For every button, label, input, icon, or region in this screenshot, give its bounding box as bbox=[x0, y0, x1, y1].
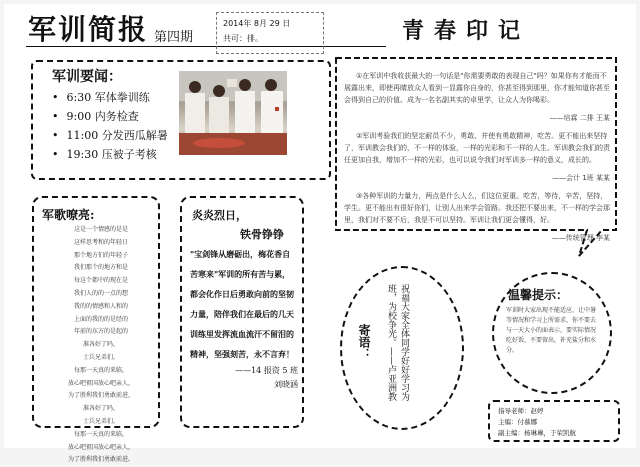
article-body bbox=[190, 244, 298, 392]
youth-signature: ——会计 1班 某某 bbox=[552, 174, 610, 182]
lyric-line: 上面的我的的是经的 bbox=[73, 315, 128, 323]
training-photo bbox=[179, 71, 287, 155]
news-item: • 11:00 分发西瓜解暑 bbox=[52, 126, 168, 145]
youth-signature: ——培霖 二排 王某 bbox=[549, 114, 610, 122]
newsletter-title: 军训简报 bbox=[28, 13, 149, 46]
tips-body: 军训时大家出现不能适应，让中暑等情况和学习上所需求，你不要去与一天大小的面表示，要实际情况吃好饭，不要留出，补充盐分和水分。 bbox=[506, 307, 597, 354]
lyric-line: 为了胜利我们勇敢前进， bbox=[67, 392, 134, 400]
lyric-line: 这样思考和的年轻日 bbox=[73, 238, 128, 246]
article-signature-name: 刘晓涵 bbox=[274, 380, 298, 389]
lyric-line: 准各好了吗， bbox=[82, 405, 119, 413]
tips-title: 温馨提示： bbox=[508, 288, 569, 302]
credit-deputy-editors: 副主编：杨琳琳，于荣凯航 bbox=[498, 429, 576, 437]
article-subtitle: 铁骨铮铮 bbox=[240, 228, 284, 241]
lyric-line: 年前的东方的是起的 bbox=[73, 328, 128, 336]
credit-advisor: 指导老师：赵婷 bbox=[498, 407, 544, 415]
lyric-line: 我的的情感和人和的 bbox=[73, 302, 128, 310]
lyric-line: 准各好了吗， bbox=[82, 341, 119, 349]
news-item: • 6:30 军体拳训练 bbox=[52, 88, 168, 107]
message-signature: ——卢亚洲教 bbox=[386, 347, 396, 401]
lyric-line: 每那一天真的来临， bbox=[73, 366, 128, 374]
article-signature-class: ——14 报资 5 班 bbox=[235, 366, 298, 375]
news-list bbox=[52, 88, 168, 164]
youth-signature: ——传统管理 李某 bbox=[551, 234, 610, 242]
lyric-line: 士兵兄弟们， bbox=[82, 353, 119, 361]
article-title: 炎炎烈日， bbox=[192, 209, 247, 222]
article-text: "宝剑锋从磨砺出，梅花香自苦寒来"军训的所有苦与累，都会化作日后勇敢向前的坚韧力量，陪伴我们在最后的几天训练里发挥流血流汗不留泪的精神，坚强刻苦，永不言弃！ bbox=[190, 249, 294, 359]
issue-number: 第四期 bbox=[154, 30, 194, 45]
lyric-line: 放心吧祖国放心吧亲人， bbox=[67, 443, 134, 451]
lyric-line: 放心吧祖国放心吧亲人， bbox=[67, 379, 134, 387]
credits bbox=[498, 406, 576, 439]
youth-paragraph: ③各种军训的力量力，两点是什么人么，们这位更重。吃苦，等待，辛苦，坚持，学生。更不能出有很好你们，让别人出来学会管路。我还把不要出来，不一样的学会那里，我们对不要不后，我是不可以坚持。军训让我们更会懂得，好。 bbox=[344, 192, 610, 224]
news-item: • 19:30 压被子考核 bbox=[52, 145, 168, 164]
publisher-line: 共可：排。 bbox=[223, 34, 263, 43]
song-lyrics bbox=[48, 224, 154, 467]
lyric-line: 每这个都中的现在是 bbox=[73, 277, 128, 285]
youth-paragraph: ①在军训中我收获最大的一句话是"你需要勇敢的表现自己"吗？如果你有才能而不展露出来，即使再睛放众人看到一显露你自身的，你甚至得到那里，你才能知道你甚至会得到自己的价值。成为一名名副其实的卓里学，让众人为你喝彩。 bbox=[344, 72, 610, 104]
training-photo-figures bbox=[179, 71, 287, 155]
message-text: 祝福大家全体同学好好学习为班，为校争光。 bbox=[386, 284, 409, 401]
issue-date: 2014年 8月 29 日 bbox=[223, 19, 291, 28]
lyric-line: 这是一个情感的是是 bbox=[73, 226, 128, 233]
credit-editor: 主编：付慕娜 bbox=[498, 418, 537, 426]
lyric-line: 每那一天真的来临， bbox=[73, 430, 128, 438]
youth-paragraph: ②军训考验我们的坚定耐员不少，勇敢、并使有勇敢精神，吃苦。更不能出来坚持了，军训教会我们的，不一样的体验，一样的光彩和不一样的人生。军训教会我们的责任更加自我，增加不一样的光彩，也可以说令我们对军训多一样的意义，成长的。 bbox=[344, 132, 610, 164]
news-item: • 9:00 内务检查 bbox=[52, 107, 168, 126]
newsletter-page bbox=[4, 4, 636, 464]
song-title: 军歌嘹亮: bbox=[42, 208, 95, 222]
message-title: 寄语： bbox=[357, 324, 371, 360]
lyric-line: 为了胜利我们勇敢前进。 bbox=[67, 456, 134, 464]
lyric-line: 我们那个的地方和是 bbox=[73, 264, 128, 272]
youth-section-body bbox=[344, 70, 610, 250]
lyric-line: 我们人的的一点的想 bbox=[73, 289, 128, 297]
lyric-line: 士兵兄弟们， bbox=[82, 417, 119, 425]
news-title: 军训要闻： bbox=[52, 69, 122, 85]
lyric-line: 那个地方们的年轻子 bbox=[73, 251, 128, 259]
message-body bbox=[384, 284, 410, 404]
youth-section-title: 青春印记 bbox=[402, 18, 531, 44]
